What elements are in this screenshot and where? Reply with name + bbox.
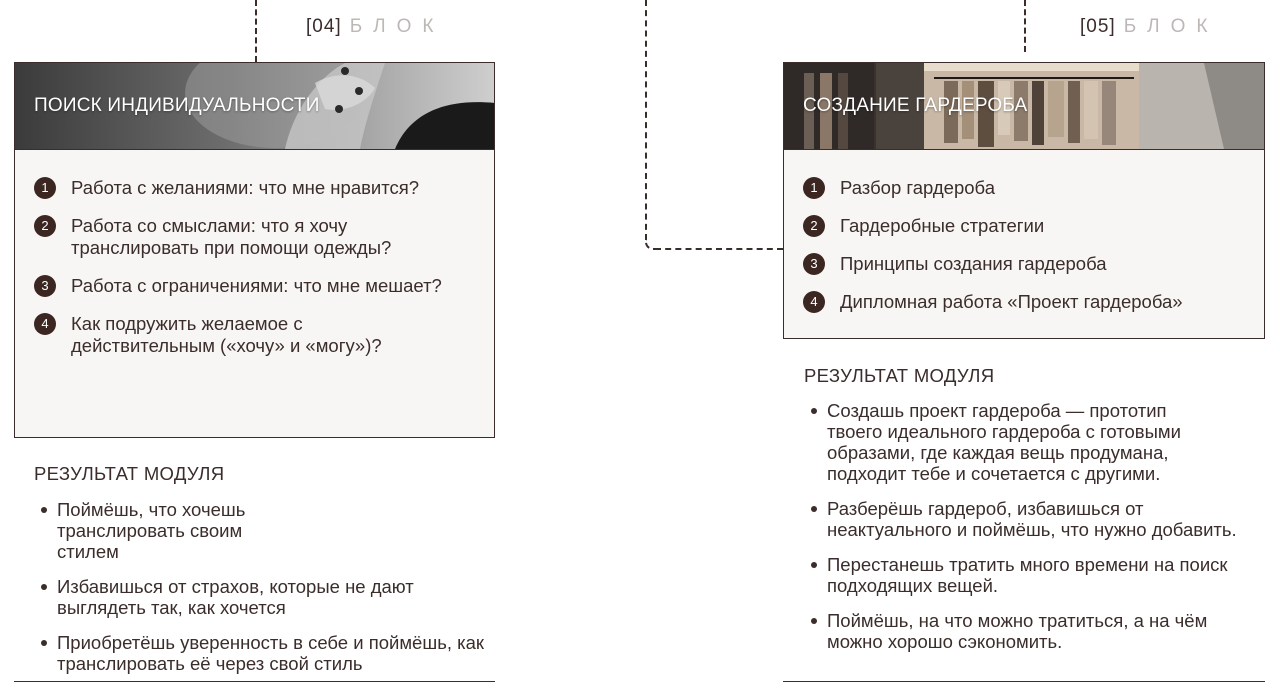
item-text: Принципы создания гардероба <box>840 253 1107 274</box>
list-item <box>803 215 1253 237</box>
item-text: Работа со смыслами: что я хочу транслировать при помощи одежды? <box>71 215 392 258</box>
bullet-dot <box>41 584 47 590</box>
list-item <box>803 291 1253 313</box>
result-text: Поймёшь, на что можно тратиться, а на чём можно хорошо сэкономить. <box>827 610 1208 652</box>
number-badge: 4 <box>803 291 825 313</box>
number-badge: 4 <box>34 313 56 335</box>
number-badge: 1 <box>34 177 56 199</box>
result-title: РЕЗУЛЬТАТ МОДУЛЯ <box>34 463 225 484</box>
connector-line-middle <box>645 0 647 240</box>
module-items-list <box>803 177 1253 329</box>
module-items-list <box>34 177 474 373</box>
bullet-dot <box>811 506 817 512</box>
block-number: [05] <box>1080 16 1116 37</box>
list-item <box>803 177 1253 199</box>
item-text: Гардеробные стратегии <box>840 215 1045 236</box>
number-badge: 3 <box>34 275 56 297</box>
card-header <box>15 63 494 150</box>
list-item <box>35 499 297 562</box>
item-text: Разбор гардероба <box>840 177 996 198</box>
card-title: ПОИСК ИНДИВИДУАЛЬНОСТИ <box>34 95 320 116</box>
number-badge: 2 <box>34 215 56 237</box>
list-item <box>35 632 487 674</box>
bullet-dot <box>41 507 47 513</box>
bullet-dot <box>811 618 817 624</box>
card-header <box>784 63 1264 150</box>
bullet-dot <box>41 640 47 646</box>
result-title: РЕЗУЛЬТАТ МОДУЛЯ <box>804 365 995 386</box>
result-list <box>805 400 1267 666</box>
number-badge: 2 <box>803 215 825 237</box>
result-list <box>35 499 484 688</box>
block-word: БЛОК <box>1123 16 1219 37</box>
divider <box>14 681 495 682</box>
list-item <box>34 313 474 357</box>
bullet-dot <box>811 408 817 414</box>
item-text: Работа с ограничениями: что мне мешает? <box>71 275 442 296</box>
item-text: Работа с желаниями: что мне нравится? <box>71 177 420 198</box>
item-text: Дипломная работа «Проект гардероба» <box>840 291 1183 312</box>
list-item <box>35 576 447 618</box>
list-item <box>805 400 1227 484</box>
result-text: Создашь проект гардероба — прототип твоего идеального гардероба с готовыми образами, где каждая вещь продумана, подходит тебе и сочетается с другими. <box>827 400 1181 484</box>
connector-line-right-top <box>1024 0 1026 52</box>
divider <box>783 681 1265 682</box>
result-text: Приобретёшь уверенность в себе и поймёшь, как транслировать её через свой стиль <box>57 632 484 674</box>
list-item <box>805 554 1267 596</box>
number-badge: 1 <box>803 177 825 199</box>
card-title: СОЗДАНИЕ ГАРДЕРОБА <box>803 95 1028 116</box>
list-item <box>34 215 474 259</box>
list-item <box>34 177 474 199</box>
list-item <box>805 498 1272 540</box>
item-text: Как подружить желаемое с действительным («хочу» и «могу»)? <box>71 313 382 356</box>
list-item <box>805 610 1247 652</box>
result-text: Перестанешь тратить много времени на поиск подходящих вещей. <box>827 554 1228 596</box>
result-text: Поймёшь, что хочешь транслировать своим стилем <box>57 499 246 562</box>
block-label-04 <box>306 16 445 38</box>
module-card-individuality <box>14 62 495 438</box>
list-item <box>34 275 474 297</box>
number-badge: 3 <box>803 253 825 275</box>
module-card-wardrobe <box>783 62 1265 339</box>
connector-line-horizontal <box>655 248 783 250</box>
result-text: Разберёшь гардероб, избавишься от неактуального и поймёшь, что нужно добавить. <box>827 498 1237 540</box>
block-word: БЛОК <box>349 16 445 37</box>
bullet-dot <box>811 562 817 568</box>
connector-line-left-top <box>255 0 257 62</box>
result-text: Избавишься от страхов, которые не дают выглядеть так, как хочется <box>57 576 414 618</box>
block-label-05 <box>1080 16 1219 38</box>
list-item <box>803 253 1253 275</box>
block-number: [04] <box>306 16 342 37</box>
